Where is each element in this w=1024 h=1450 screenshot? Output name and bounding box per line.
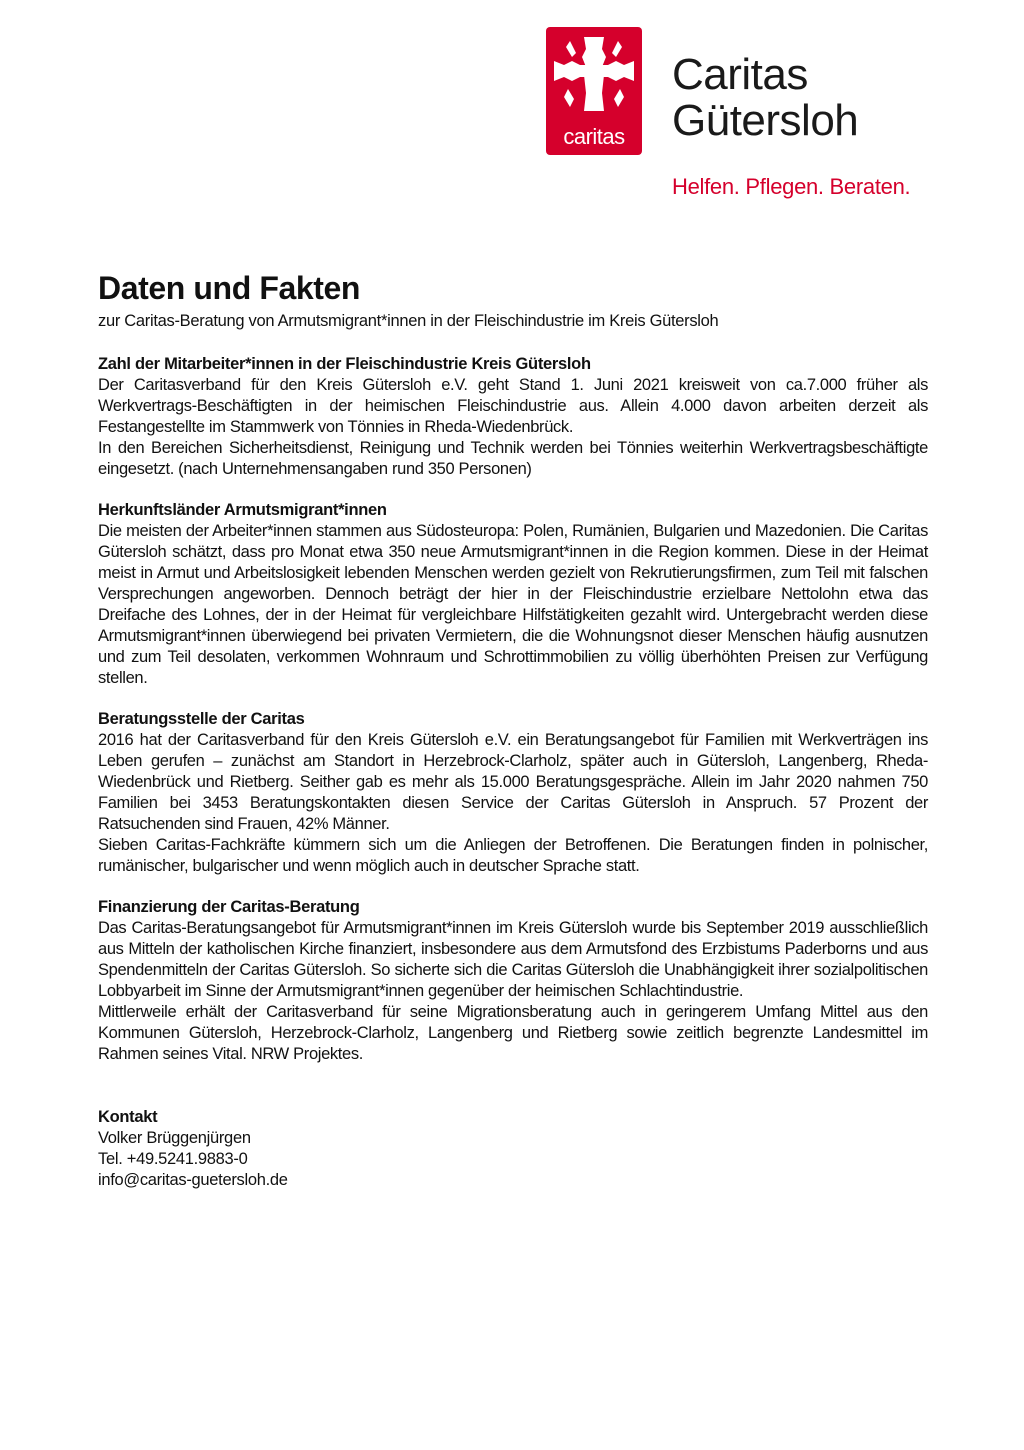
section-financing <box>98 897 928 1065</box>
page-title: Daten und Fakten <box>98 270 361 306</box>
section-origin-countries <box>98 500 928 689</box>
section-heading: Beratungsstelle der Caritas <box>98 710 305 728</box>
brand-line-2: Gütersloh <box>672 96 859 145</box>
section-heading: Herkunftsländer Armutsmigrant*innen <box>98 501 387 519</box>
section-paragraph: Mittlerweile erhält der Caritasverband für seine Migrationsberatung auch in geringerem Umfang Mittel aus den Kommunen Gütersloh, Herzebrock-Clarholz, Langenberg und Rietberg sowie zeitlich begrenzte Landesmittel im Rahmen seines Vital. NRW Projektes. <box>98 1003 928 1063</box>
tagline: Helfen. Pflegen. Beraten. <box>672 174 911 199</box>
brand-line-1: Caritas <box>672 50 808 99</box>
section-paragraph: 2016 hat der Caritasverband für den Kreis Gütersloh e.V. ein Beratungsangebot für Familien mit Werkverträgen ins Leben gerufen – zunächst am Standort in Herzebrock-Clarholz, später auch in Gütersloh, Langenberg, Rheda-Wiedenbrück und Rietberg. Seither gab es mehr als 15.000 Beratungsgespräche. Allein im Jahr 2020 nahmen 750 Familien bei 3453 Beratungskontakten diesen Service der Caritas Gütersloh in Anspruch. 57 Prozent der Ratsuchenden sind Frauen, 42% Männer. <box>98 731 928 833</box>
section-heading: Zahl der Mitarbeiter*innen in der Fleischindustrie Kreis Gütersloh <box>98 355 591 373</box>
contact-email[interactable]: info@caritas-guetersloh.de <box>98 1171 288 1189</box>
contact-heading: Kontakt <box>98 1108 158 1126</box>
contact-name: Volker Brüggenjürgen <box>98 1129 251 1147</box>
section-staff-numbers <box>98 354 928 480</box>
contact-phone: Tel. +49.5241.9883-0 <box>98 1150 248 1168</box>
section-paragraph: Sieben Caritas-Fachkräfte kümmern sich um die Anliegen der Betroffenen. Die Beratungen finden in polnischer, rumänischer, bulgarischer und wenn möglich auch in deutscher Sprache statt. <box>98 836 928 875</box>
brand-name <box>672 52 858 144</box>
section-heading: Finanzierung der Caritas-Beratung <box>98 898 360 916</box>
page-subtitle: zur Caritas-Beratung von Armutsmigrant*innen in der Fleischindustrie im Kreis Gütersloh <box>98 312 719 330</box>
caritas-logo <box>546 27 642 155</box>
section-paragraph: In den Bereichen Sicherheitsdienst, Reinigung und Technik werden bei Tönnies weiterhin Werkvertragsbeschäftigte eingesetzt. (nach Unternehmensangaben rund 350 Personen) <box>98 439 928 478</box>
section-paragraph: Der Caritasverband für den Kreis Gütersloh e.V. geht Stand 1. Juni 2021 kreisweit von ca.7.000 früher als Werkvertrags-Beschäftigten in der heimischen Fleischindustrie aus. Allein 4.000 davon arbeiten derzeit als Festangestellte im Stammwerk von Tönnies in Rheda-Wiedenbrück. <box>98 376 928 436</box>
logo-sub-label: caritas <box>563 124 625 149</box>
section-paragraph: Das Caritas-Beratungsangebot für Armutsmigrant*innen im Kreis Gütersloh wurde bis September 2019 ausschließlich aus Mitteln der katholischen Kirche finanziert, insbesondere aus dem Armutsfond des Erzbistums Paderborns und aus Spendenmitteln der Caritas Gütersloh. So sicherte sich die Caritas Gütersloh die Unabhängigkeit ihrer sozialpolitischen Lobbyarbeit im Sinne der Armutsmigrant*innen gegenüber der heimischen Schlachtindustrie. <box>98 919 928 1000</box>
contact-block <box>98 1107 928 1191</box>
section-paragraph: Die meisten der Arbeiter*innen stammen aus Südosteuropa: Polen, Rumänien, Bulgarien und Mazedonien. Die Caritas Gütersloh schätzt, dass pro Monat etwa 350 neue Armutsmigrant*innen in die Region kommen. Diese in der Heimat meist in Armut und Arbeitslosigkeit lebenden Menschen werden gezielt von Rekrutierungsfirmen, zum Teil mit falschen Versprechungen angeworben. Dennoch beträgt der hier in der Fleischindustrie erzielbare Nettolohn etwa das Dreifache des Lohnes, der in der Heimat für vergleichbare Hilfstätigkeiten gezahlt wird. Untergebracht werden diese Armutsmigrant*innen überwiegend bei privaten Vermietern, die die Wohnungsnot dieser Menschen häufig ausnutzen und zum Teil desolaten, verkommen Wohnraum und Schrottimmobilien zu völlig überhöhten Preisen zur Verfügung stellen. <box>98 522 928 687</box>
section-counseling-office <box>98 709 928 877</box>
document-body <box>98 266 928 1191</box>
